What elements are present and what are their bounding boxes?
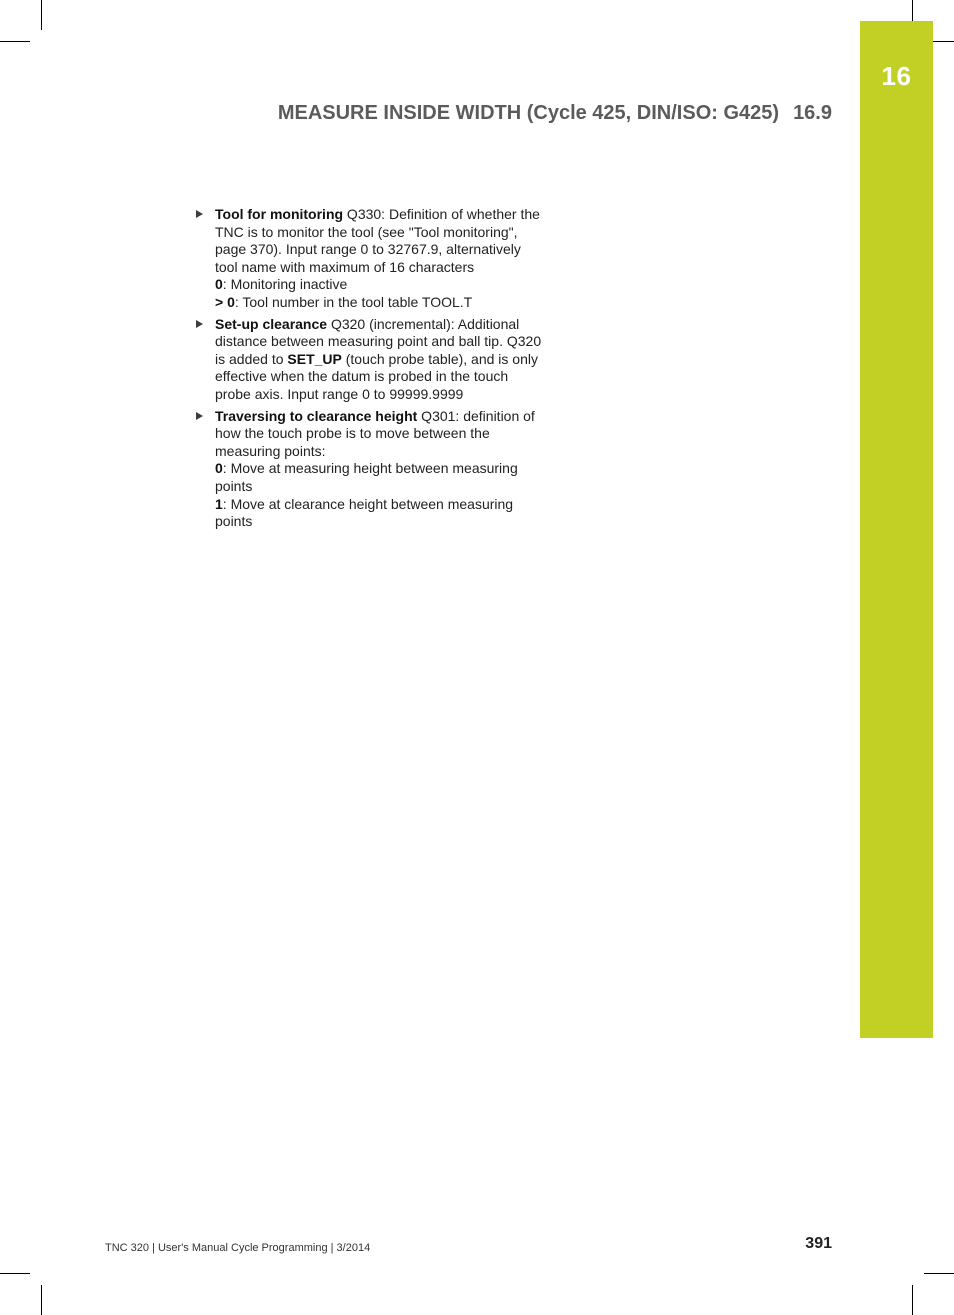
item-option: 0: Monitoring inactive <box>215 276 348 293</box>
item-term: Set-up clearance <box>215 315 328 332</box>
section-number: 16.9 <box>793 102 832 124</box>
item-term: Tool for monitoring <box>215 206 344 222</box>
crop-mark <box>41 0 42 30</box>
item-description: Traversing to clearance height Q301: definition of how the touch probe is to move between the measuring points: <box>215 407 535 459</box>
footer-text: TNC 320 | User's Manual Cycle Programming | 3/2014 <box>105 1242 371 1254</box>
item-description: Set-up clearance Q320 (incremental): Additional distance between measuring point and ball tip. Q320 is added to SET_UP (touch probe table), and is only effective when the datum is probed in the touch probe axis. Input range 0 to 99999.9999 <box>215 315 542 402</box>
triangle-bullet-icon <box>196 320 203 328</box>
chapter-number: 16 <box>881 61 912 91</box>
crop-mark <box>41 1285 42 1315</box>
list-item <box>195 316 545 404</box>
item-option: 0: Move at measuring height between measuring points <box>215 460 518 494</box>
item-description: Tool for monitoring Q330: Definition of whether the TNC is to monitor the tool (see "Tool monitoring", page 370). Input range 0 to 32767.9, alternatively tool name with maximum of 16 characters <box>215 206 540 275</box>
section-title: MEASURE INSIDE WIDTH (Cycle 425, DIN/ISO: G425) <box>277 102 780 124</box>
parameter-list <box>195 206 545 535</box>
crop-mark <box>0 1273 30 1274</box>
page-header <box>140 102 832 125</box>
triangle-bullet-icon <box>196 412 203 420</box>
item-option: 1: Move at clearance height between measuring points <box>215 495 514 530</box>
item-option: > 0: Tool number in the tool table TOOL.T <box>215 293 473 310</box>
crop-mark <box>0 41 30 42</box>
page-number: 391 <box>805 1235 832 1252</box>
list-item <box>195 408 545 531</box>
triangle-bullet-icon <box>196 210 203 218</box>
crop-mark <box>912 1285 913 1315</box>
chapter-tab <box>860 21 933 1038</box>
list-item <box>195 206 545 312</box>
item-keyword: SET_UP <box>287 350 342 367</box>
item-term: Traversing to clearance height <box>215 407 418 424</box>
crop-mark <box>924 1273 954 1274</box>
